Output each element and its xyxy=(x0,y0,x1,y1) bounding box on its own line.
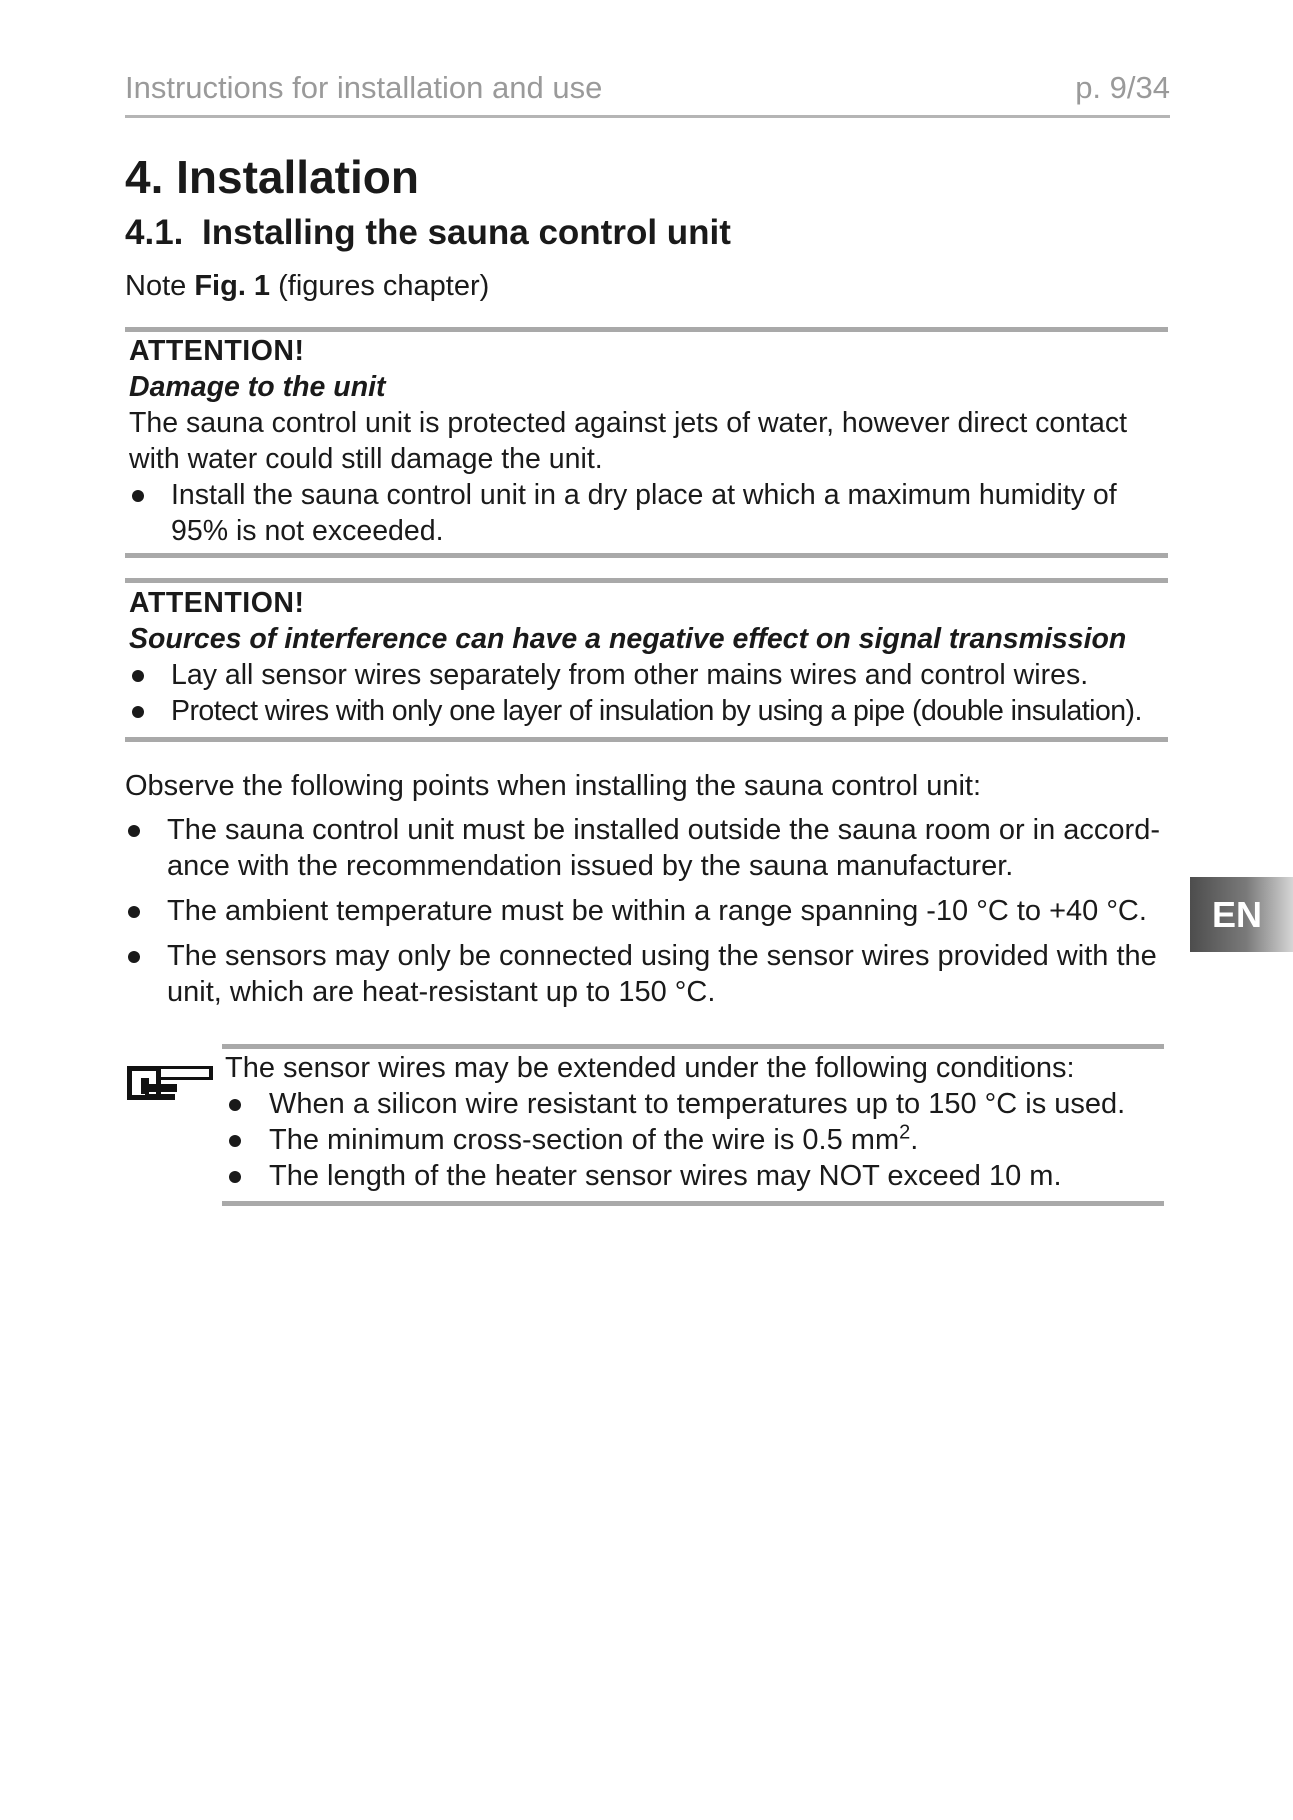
subsection-number: 4.1. xyxy=(125,213,184,252)
header-rule xyxy=(125,115,1170,118)
section-title: 4. Installation xyxy=(125,151,419,203)
document-title: Instructions for installation and use xyxy=(125,70,603,105)
list-item: When a silicon wire resistant to temperatures up to 150 °C is used. xyxy=(225,1086,1165,1122)
page-number: p. 9/34 xyxy=(1075,70,1170,105)
attention-label: ATTENTION! xyxy=(129,335,305,367)
page-header xyxy=(125,70,1170,106)
note-figure-ref: Fig. 1 xyxy=(194,270,271,302)
pointing-hand-icon xyxy=(125,1058,215,1102)
tip-box xyxy=(225,1050,1165,1194)
attention-box-interference xyxy=(129,585,1169,729)
tip-bullet-text: The minimum cross-section of the wire is 0.5 mm xyxy=(269,1124,900,1156)
tip-intro: The sensor wires may be extended under the following conditions: xyxy=(225,1052,1075,1084)
figure-note xyxy=(125,270,489,303)
list-item xyxy=(225,1122,1165,1158)
tip-top-rule xyxy=(222,1044,1164,1049)
installation-points xyxy=(125,768,1175,1019)
list-item: Install the sauna control unit in a dry place at which a maximum humidity of 95% is not exceeded. xyxy=(129,477,1169,549)
language-tab: EN xyxy=(1190,877,1293,952)
attention-2-bottom-rule xyxy=(125,737,1168,742)
attention-bullets xyxy=(129,477,1169,549)
list-item: The sauna control unit must be installed outside the sauna room or in accord-ance with the recommendation issued by the sauna manufacturer. xyxy=(125,812,1175,884)
attention-bullets xyxy=(129,657,1169,729)
attention-1-bottom-rule xyxy=(125,553,1168,558)
tip-bottom-rule xyxy=(222,1201,1164,1206)
list-item: The sensors may only be connected using the sensor wires provided with the unit, which are heat-resistant up to 150 °C. xyxy=(125,938,1175,1010)
tip-bullets xyxy=(225,1086,1165,1194)
installation-bullets xyxy=(125,812,1175,1010)
attention-box-damage xyxy=(129,333,1169,549)
attention-label: ATTENTION! xyxy=(129,587,305,619)
list-item: Protect wires with only one layer of insulation by using a pipe (double insulation). xyxy=(129,693,1169,729)
attention-subtitle: Sources of interference can have a negative effect on signal transmission xyxy=(129,623,1127,655)
list-item: The ambient temperature must be within a range spanning -10 °C to +40 °C. xyxy=(125,893,1175,929)
installation-intro: Observe the following points when installing the sauna control unit: xyxy=(125,770,982,802)
attention-1-top-rule xyxy=(125,327,1168,332)
list-item: The length of the heater sensor wires may NOT exceed 10 m. xyxy=(225,1158,1165,1194)
attention-subtitle: Damage to the unit xyxy=(129,371,386,403)
attention-text: The sauna control unit is protected against jets of water, however direct contact with water could still damage the unit. xyxy=(129,407,1128,475)
note-prefix: Note xyxy=(125,270,195,302)
subsection-title xyxy=(125,213,731,253)
list-item: Lay all sensor wires separately from other mains wires and control wires. xyxy=(129,657,1169,693)
superscript: 2 xyxy=(899,1121,911,1144)
subsection-title-text: Installing the sauna control unit xyxy=(202,213,731,252)
note-suffix: (figures chapter) xyxy=(270,270,490,302)
tip-bullet-end: . xyxy=(910,1124,919,1156)
attention-2-top-rule xyxy=(125,578,1168,583)
